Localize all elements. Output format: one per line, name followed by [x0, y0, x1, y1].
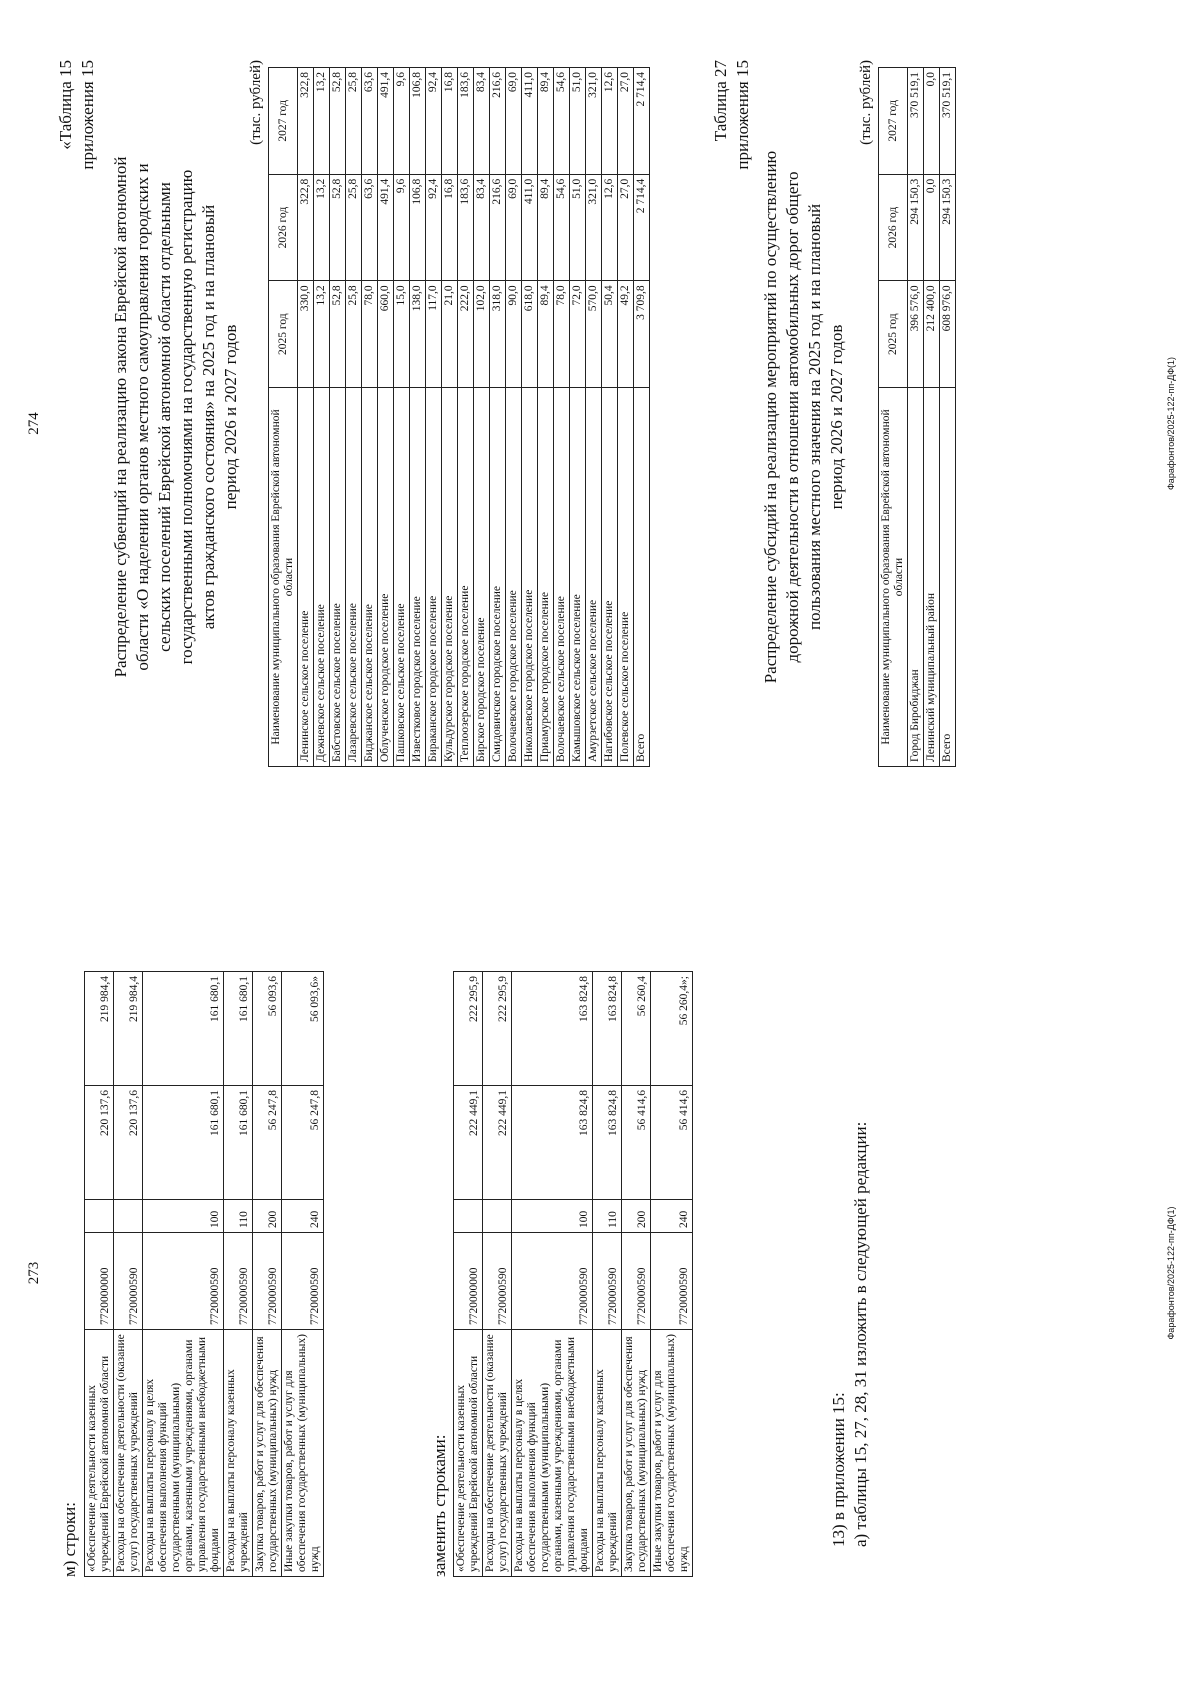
row-value-2026: 294 150,3	[908, 174, 924, 281]
row-value-2027: 321,0	[586, 68, 602, 175]
row-value-2026: 69,0	[506, 174, 522, 281]
row-value-2025: 222 449,1	[483, 1086, 512, 1200]
row-code: 7720000590	[622, 1233, 651, 1330]
row-municipality: Лазаревское сельское поселение	[346, 388, 362, 767]
row-value-2026: 163 824,8	[512, 972, 593, 1086]
row-name: «Обеспечение деятельности казенных учреждений Еврейской автономной области	[454, 1330, 483, 1577]
row-value-2026: 92,4	[426, 174, 442, 281]
row-municipality: Дежневское сельское поселение	[314, 388, 330, 767]
table-row	[554, 68, 570, 767]
row-code: 7720000590	[512, 1233, 593, 1330]
row-municipality: Волочаевское сельское поселение	[554, 388, 570, 767]
table-row	[538, 68, 554, 767]
title-line: Распределение субсидий на реализацию мероприятий по осуществлению	[761, 150, 780, 684]
row-municipality: Пашковское сельское поселение	[394, 388, 410, 767]
row-value-2025: 78,0	[362, 281, 378, 388]
page-number: 273	[26, 1261, 42, 1285]
row-code: 7720000000	[85, 1233, 114, 1330]
row-vr: 200	[622, 1200, 651, 1233]
row-value-2025: 90,0	[506, 281, 522, 388]
row-code: 7720000590	[593, 1233, 622, 1330]
row-value-2025: 21,0	[442, 281, 458, 388]
row-name: Иные закупки товаров, работ и услуг для обеспечения государственных (муниципальных) нужд	[651, 1330, 693, 1577]
row-value-2027: 12,6	[602, 68, 618, 175]
table-row	[362, 68, 378, 767]
table15	[268, 67, 650, 767]
row-value-2026: 54,6	[554, 174, 570, 281]
row-value-2026: 106,8	[410, 174, 426, 281]
table27-label: Таблица 27	[711, 60, 730, 142]
row-value-2027: 54,6	[554, 68, 570, 175]
row-name: «Обеспечение деятельности казенных учреждений Еврейской автономной области	[85, 1330, 114, 1577]
row-value-2025: 220 137,6	[85, 1086, 114, 1200]
row-value-2027: 370 519,1	[940, 68, 956, 175]
page-number: 274	[26, 412, 42, 435]
row-value-2026: 89,4	[538, 174, 554, 281]
row-value-2026: 222 295,9	[483, 972, 512, 1086]
table-row	[378, 68, 394, 767]
table-row	[454, 972, 483, 1577]
table-row	[282, 972, 324, 1577]
row-municipality: Полевское сельское поселение	[618, 388, 634, 767]
table-row	[512, 972, 593, 1577]
row-value-2027: 92,4	[426, 68, 442, 175]
table-row	[114, 972, 143, 1577]
table-row	[618, 68, 634, 767]
row-vr: 200	[253, 1200, 282, 1233]
table-row	[483, 972, 512, 1577]
table27-title	[760, 67, 848, 767]
row-name: Расходы на выплаты персоналу в целях обеспечения выполнения функций государственными (муниципальными) органами, казенными учреждениями, органами управления государственными внебюджетными фондами	[512, 1330, 593, 1577]
para-13a: а) таблицы 15, 27, 28, 31 изложить в следующей редакции:	[851, 1121, 870, 1547]
row-value-2027: 411,0	[522, 68, 538, 175]
row-municipality: Известковое городское поселение	[410, 388, 426, 767]
col-header: 2027 год	[269, 68, 298, 175]
table-row	[298, 68, 314, 767]
table-row	[474, 68, 490, 767]
row-value-2027: 491,4	[378, 68, 394, 175]
row-value-2026: 16,8	[442, 174, 458, 281]
row-value-2025: 212 400,0	[924, 281, 940, 388]
table-row	[346, 68, 362, 767]
intro-label: м) строки:	[60, 1502, 79, 1577]
title-line: пользования местного значения на 2025 год и на плановый	[805, 203, 824, 631]
table27-appendix: приложения 15	[733, 60, 752, 170]
row-vr: 100	[143, 1200, 224, 1233]
row-code: 7720000590	[253, 1233, 282, 1330]
row-value-2027: 25,8	[346, 68, 362, 175]
row-municipality: Кульдурское городское поселение	[442, 388, 458, 767]
row-municipality: Всего	[634, 388, 650, 767]
title-line: период 2026 и 2027 годов	[827, 324, 846, 510]
row-vr: 110	[224, 1200, 253, 1233]
row-value-2026: 222 295,9	[454, 972, 483, 1086]
row-name: Расходы на выплаты персоналу в целях обеспечения выполнения функций государственными (муниципальными) органами, казенными учреждениями, органами управления государственными внебюджетными фондами	[143, 1330, 224, 1577]
row-value-2026: 56 093,6	[253, 972, 282, 1086]
row-value-2025: 608 976,0	[940, 281, 956, 388]
row-value-2027: 106,8	[410, 68, 426, 175]
row-value-2025: 330,0	[298, 281, 314, 388]
row-value-2027: 51,0	[570, 68, 586, 175]
row-value-2026: 12,6	[602, 174, 618, 281]
col-header: 2025 год	[269, 281, 298, 388]
table-row	[314, 68, 330, 767]
row-value-2027: 216,6	[490, 68, 506, 175]
table15-label: «Таблица 15	[56, 60, 75, 150]
row-municipality: Приамурское городское поселение	[538, 388, 554, 767]
row-value-2025: 318,0	[490, 281, 506, 388]
row-code: 7720000000	[454, 1233, 483, 1330]
page-274	[0, 0, 1200, 847]
row-value-2025: 117,0	[426, 281, 442, 388]
table-row	[522, 68, 538, 767]
row-value-2027: 2 714,4	[634, 68, 650, 175]
row-value-2026: 219 984,4	[114, 972, 143, 1086]
table-header-row	[879, 68, 908, 767]
table-row	[634, 68, 650, 767]
row-code: 7720000590	[224, 1233, 253, 1330]
row-value-2026: 56 260,4»;	[651, 972, 693, 1086]
row-code: 7720000590	[282, 1233, 324, 1330]
table-row	[253, 972, 282, 1577]
table-row	[651, 972, 693, 1577]
row-value-2025: 78,0	[554, 281, 570, 388]
table-row	[593, 972, 622, 1577]
col-header: 2027 год	[879, 68, 908, 175]
title-line: дорожной деятельности в отношении автомобильных дорог общего	[783, 171, 802, 663]
table-row	[426, 68, 442, 767]
table-row	[143, 972, 224, 1577]
row-vr	[114, 1200, 143, 1233]
row-municipality: Город Биробиджан	[908, 388, 924, 767]
row-municipality: Камышовское сельское поселение	[570, 388, 586, 767]
row-value-2026: 216,6	[490, 174, 506, 281]
title-line: актов гражданского состояния» на 2025 год и на плановый	[199, 204, 218, 630]
row-municipality: Волочаевское городское поселение	[506, 388, 522, 767]
table-header-row	[269, 68, 298, 767]
table-row	[394, 68, 410, 767]
row-value-2025: 161 680,1	[224, 1086, 253, 1200]
table-row	[940, 68, 956, 767]
row-value-2026: 161 680,1	[143, 972, 224, 1086]
row-value-2025: 222,0	[458, 281, 474, 388]
title-line: области «О наделении органов местного самоуправления городских и	[133, 163, 152, 671]
old-rows-table	[84, 971, 324, 1577]
row-municipality: Ленинское сельское поселение	[298, 388, 314, 767]
row-value-2026: 322,8	[298, 174, 314, 281]
row-name: Закупка товаров, работ и услуг для обеспечения государственных (муниципальных) нужд	[253, 1330, 282, 1577]
row-value-2025: 13,2	[314, 281, 330, 388]
table-row	[330, 68, 346, 767]
table-row	[85, 972, 114, 1577]
row-value-2026: 491,4	[378, 174, 394, 281]
row-value-2027: 27,0	[618, 68, 634, 175]
row-municipality: Облученское городское поселение	[378, 388, 394, 767]
row-value-2027: 183,6	[458, 68, 474, 175]
row-name: Закупка товаров, работ и услуг для обеспечения государственных (муниципальных) нужд	[622, 1330, 651, 1577]
row-name: Расходы на выплаты персоналу казенных учреждений	[224, 1330, 253, 1577]
row-value-2026: 63,6	[362, 174, 378, 281]
row-value-2026: 9,6	[394, 174, 410, 281]
row-value-2027: 52,8	[330, 68, 346, 175]
row-municipality: Смидовичское городское поселение	[490, 388, 506, 767]
row-value-2026: 2 714,4	[634, 174, 650, 281]
row-value-2027: 63,6	[362, 68, 378, 175]
row-vr: 240	[651, 1200, 693, 1233]
row-value-2027: 370 519,1	[908, 68, 924, 175]
row-municipality: Амурзетское сельское поселение	[586, 388, 602, 767]
row-value-2025: 3 709,8	[634, 281, 650, 388]
row-value-2027: 16,8	[442, 68, 458, 175]
table-row	[602, 68, 618, 767]
row-value-2025: 52,8	[330, 281, 346, 388]
row-value-2027: 69,0	[506, 68, 522, 175]
row-value-2025: 570,0	[586, 281, 602, 388]
row-value-2025: 56 247,8	[282, 1086, 324, 1200]
row-value-2025: 72,0	[570, 281, 586, 388]
table-row	[586, 68, 602, 767]
table27	[878, 67, 956, 767]
table-row	[908, 68, 924, 767]
col-header: Наименование муниципального образования Еврейской автономной области	[879, 388, 908, 767]
row-value-2026: 161 680,1	[224, 972, 253, 1086]
row-name: Расходы на выплаты персоналу казенных учреждений	[593, 1330, 622, 1577]
row-code: 7720000590	[114, 1233, 143, 1330]
title-line: государственными полномочиями на государственную регистрацию	[177, 169, 196, 665]
row-value-2026: 25,8	[346, 174, 362, 281]
page-footer: Фарафонтов/2025-122-пп-ДФ(1)	[1166, 1206, 1176, 1340]
row-value-2025: 56 414,6	[622, 1086, 651, 1200]
row-value-2025: 222 449,1	[454, 1086, 483, 1200]
row-value-2026: 52,8	[330, 174, 346, 281]
table15-appendix: приложения 15	[78, 60, 97, 170]
row-value-2026: 163 824,8	[593, 972, 622, 1086]
table-row	[442, 68, 458, 767]
title-line: сельских поселений Еврейской автономной области отдельными	[155, 182, 174, 652]
row-value-2026: 83,4	[474, 174, 490, 281]
table-row	[570, 68, 586, 767]
row-value-2027: 83,4	[474, 68, 490, 175]
row-value-2026: 27,0	[618, 174, 634, 281]
table27-caption	[710, 60, 754, 170]
row-value-2027: 89,4	[538, 68, 554, 175]
row-value-2026: 219 984,4	[85, 972, 114, 1086]
page-273	[0, 849, 1200, 1697]
row-name: Расходы на обеспечение деятельности (оказание услуг) государственных учреждений	[114, 1330, 143, 1577]
row-value-2025: 49,2	[618, 281, 634, 388]
units-label: (тыс. рублей)	[858, 60, 874, 145]
replace-label: заменить строками:	[430, 1434, 449, 1577]
table-row	[622, 972, 651, 1577]
row-code: 7720000590	[483, 1233, 512, 1330]
row-municipality: Биджанское сельское поселение	[362, 388, 378, 767]
row-value-2025: 161 680,1	[143, 1086, 224, 1200]
col-header: 2026 год	[269, 174, 298, 281]
row-municipality: Всего	[940, 388, 956, 767]
row-value-2025: 50,4	[602, 281, 618, 388]
row-value-2026: 51,0	[570, 174, 586, 281]
table-row	[506, 68, 522, 767]
row-vr: 100	[512, 1200, 593, 1233]
row-municipality: Нагибовское сельское поселение	[602, 388, 618, 767]
table-row	[458, 68, 474, 767]
row-value-2026: 0,0	[924, 174, 940, 281]
row-value-2025: 163 824,8	[593, 1086, 622, 1200]
row-municipality: Николаевское городское поселение	[522, 388, 538, 767]
row-municipality: Бираканское городское поселение	[426, 388, 442, 767]
row-value-2025: 56 414,6	[651, 1086, 693, 1200]
row-value-2025: 56 247,8	[253, 1086, 282, 1200]
table15-title	[110, 67, 242, 767]
row-name: Расходы на обеспечение деятельности (оказание услуг) государственных учреждений	[483, 1330, 512, 1577]
table-row	[924, 68, 940, 767]
col-header: Наименование муниципального образования Еврейской автономной области	[269, 388, 298, 767]
para-13: 13) в приложении 15:	[829, 1392, 848, 1547]
row-value-2026: 56 093,6»	[282, 972, 324, 1086]
row-value-2027: 0,0	[924, 68, 940, 175]
row-vr	[483, 1200, 512, 1233]
row-value-2025: 220 137,6	[114, 1086, 143, 1200]
row-value-2025: 89,4	[538, 281, 554, 388]
row-value-2026: 183,6	[458, 174, 474, 281]
row-value-2025: 618,0	[522, 281, 538, 388]
title-line: период 2026 и 2027 годов	[221, 324, 240, 510]
row-vr: 110	[593, 1200, 622, 1233]
title-line: Распределение субвенций на реализацию закона Еврейской автономной	[111, 156, 130, 678]
row-value-2026: 321,0	[586, 174, 602, 281]
row-municipality: Ленинский муниципальный район	[924, 388, 940, 767]
table-row	[490, 68, 506, 767]
row-municipality: Бирское городское поселение	[474, 388, 490, 767]
row-value-2025: 102,0	[474, 281, 490, 388]
page-footer: Фарафонтов/2025-122-пп-ДФ(1)	[1166, 356, 1176, 491]
col-header: 2025 год	[879, 281, 908, 388]
row-value-2025: 138,0	[410, 281, 426, 388]
row-value-2025: 163 824,8	[512, 1086, 593, 1200]
row-municipality: Бабстовское сельское поселение	[330, 388, 346, 767]
row-value-2025: 660,0	[378, 281, 394, 388]
row-vr	[454, 1200, 483, 1233]
row-value-2026: 294 150,3	[940, 174, 956, 281]
units-label: (тыс. рублей)	[248, 60, 264, 145]
row-value-2025: 15,0	[394, 281, 410, 388]
row-value-2026: 13,2	[314, 174, 330, 281]
row-value-2025: 25,8	[346, 281, 362, 388]
table-row	[224, 972, 253, 1577]
new-rows-table	[453, 971, 693, 1577]
row-value-2027: 322,8	[298, 68, 314, 175]
row-code: 7720000590	[651, 1233, 693, 1330]
col-header: 2026 год	[879, 174, 908, 281]
row-vr: 240	[282, 1200, 324, 1233]
row-value-2026: 56 260,4	[622, 972, 651, 1086]
row-value-2027: 13,2	[314, 68, 330, 175]
row-value-2026: 411,0	[522, 174, 538, 281]
row-value-2025: 396 576,0	[908, 281, 924, 388]
row-name: Иные закупки товаров, работ и услуг для обеспечения государственных (муниципальных) нужд	[282, 1330, 324, 1577]
row-municipality: Теплоозерское городское поселение	[458, 388, 474, 767]
table15-caption	[55, 60, 99, 170]
table-row	[410, 68, 426, 767]
row-code: 7720000590	[143, 1233, 224, 1330]
row-vr	[85, 1200, 114, 1233]
row-value-2027: 9,6	[394, 68, 410, 175]
